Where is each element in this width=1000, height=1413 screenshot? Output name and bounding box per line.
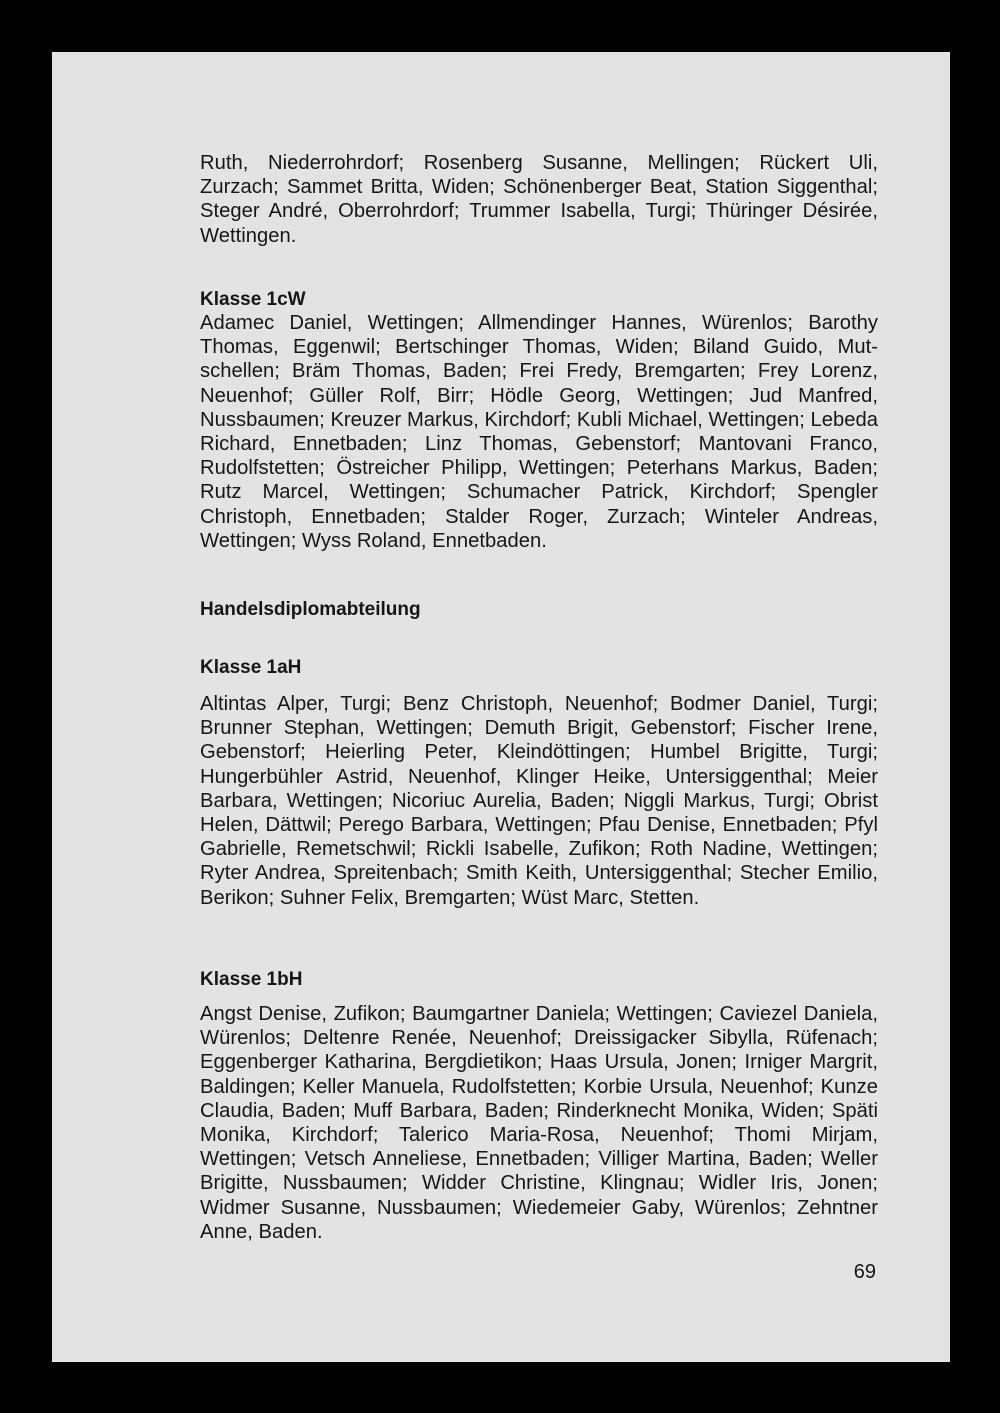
- department-heading-handelsdiplomabteilung: Handelsdiplomabteilung: [200, 599, 421, 620]
- section-text-klasse-1ah: Altintas Alper, Turgi; Benz Christoph, Neuenhof; Bodmer Daniel, Turgi; Brunner Stephan, Wettingen; Demuth Brigit, Gebenstorf; Fischer Irene, Gebenstorf; Heierling Peter, Kleindöttingen; Humbel Brigitte, Turgi; Hungerbühler Astrid, Neuenhof, Klinger Heike, Untersiggenthal; Meier Barbara, Wettingen; Nicoriuc Aurelia, Baden; Niggli Markus, Turgi; Obrist Helen, Dättwil; Perego Barbara, Wettingen; Pfau Denise, Ennetbaden; Pfyl Gabrielle, Remetschwil; Rickli Isabelle, Zufikon; Roth Nadine, Wettingen; Ryter Andrea, Spreitenbach; Smith Keith, Untersiggenthal; Stecher Emilio, Berikon; Suhner Felix, Bremgarten; Wüst Marc, Stetten.: [200, 693, 878, 909]
- section-heading-klasse-1ah: Klasse 1aH: [200, 657, 302, 678]
- section-text-klasse-1bh: Angst Denise, Zufikon; Baumgartner Daniela; Wettingen; Caviezel Daniela, Würenlos; Deltenre Renée, Neuenhof; Dreissigacker Sibylla, Rüfenach; Eggenberger Katharina, Bergdietikon; Haas Ursula, Jonen; Irniger Margrit, Baldingen; Keller Manuela, Rudolfstetten; Korbie Ursula, Neuenhof; Kunze Claudia, Baden; Muff Barbara, Baden; Rinderknecht Monika, Widen; Späti Monika, Kirchdorf; Talerico Maria-Rosa, Neuenhof; Thomi Mirjam, Wettingen; Vetsch Anneliese, Ennetbaden; Villiger Martina, Baden; Weller Brigitte, Nussbaumen; Widder Christine, Klingnau; Widler Iris, Jonen; Widmer Susanne, Nussbaumen; Wiedemeier Gaby, Würenlos; Zehntner Anne, Baden.: [200, 1003, 878, 1243]
- document-page: [52, 52, 950, 1362]
- intro-paragraph: Ruth, Niederrohrdorf; Rosenberg Susanne, Mellingen; Rückert Uli, Zurzach; Sammet Britta, Widen; Schönenberger Beat, Station Siggenthal; Steger André, Oberrohrdorf; Trummer Isabella, Turgi; Thüringer Désirée, Wettingen.: [200, 152, 878, 247]
- page-number: 69: [853, 1261, 876, 1283]
- section-text-klasse-1cw: Adamec Daniel, Wettingen; Allmendinger Hannes, Würenlos; Barothy Thomas, Eggenwil; Bertschinger Thomas, Widen; Biland Guido, Mutschellen; Bräm Thomas, Baden; Frei Fredy, Bremgarten; Frey Lorenz, Neuenhof; Güller Rolf, Birr; Hödle Georg, Wettingen; Jud Manfred, Nussbaumen; Kreuzer Markus, Kirchdorf; Kubli Michael, Wettingen; Lebeda Richard, Ennetbaden; Linz Thomas, Gebenstorf; Mantovani Franco, Rudolfstetten; Östreicher Philipp, Wettingen; Peterhans Markus, Baden; Rutz Marcel, Wettingen; Schumacher Patrick, Kirchdorf; Spengler Christoph, Ennetbaden; Stalder Roger, Zurzach; Winteler Andreas, Wettingen; Wyss Roland, Ennetbaden.: [200, 312, 878, 552]
- section-heading-klasse-1bh: Klasse 1bH: [200, 969, 303, 990]
- section-heading-klasse-1cw: Klasse 1cW: [200, 289, 306, 310]
